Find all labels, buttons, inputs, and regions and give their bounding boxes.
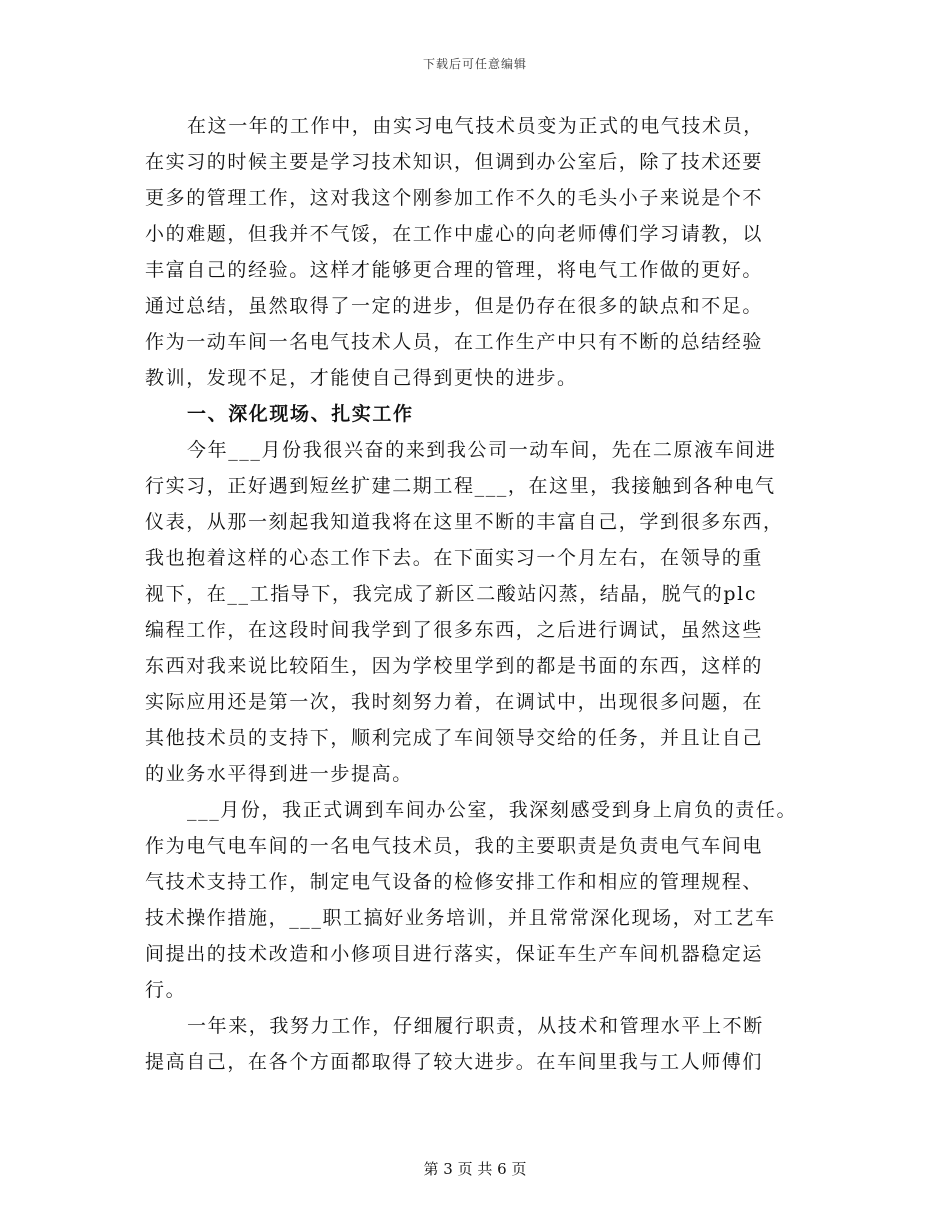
paragraph-line: 更多的管理工作，这对我这个刚参加工作不久的毛头小子来说是个不 [145,187,764,209]
paragraph-line: 气技术支持工作，制定电气设备的检修安排工作和相应的管理规程、 [145,871,764,893]
paragraph-line: 东西对我来说比较陌生，因为学校里学到的都是书面的东西，这样的 [145,655,764,677]
paragraph-line: 仪表，从那一刻起我知道我将在这里不断的丰富自己，学到很多东西， [145,511,784,533]
paragraph-line: 在实习的时候主要是学习技术知识，但调到办公室后，除了技术还要 [145,151,764,173]
paragraph-line: ___月份，我正式调到车间办公室，我深刻感受到身上肩负的责任。 [187,799,798,821]
paragraph-line: 一年来，我努力工作，仔细履行职责，从技术和管理水平上不断 [187,1015,764,1037]
paragraph-line: 教训，发现不足，才能使自己得到更快的进步。 [145,367,578,389]
paragraph-line: 作为一动车间一名电气技术人员，在工作生产中只有不断的总结经验 [145,331,764,353]
paragraph-line: 行实习，正好遇到短丝扩建二期工程___，在这里，我接触到各种电气 [145,475,776,497]
paragraph-line: 行。 [145,979,187,1001]
paragraph-line: 作为电气电车间的一名电气技术员，我的主要职责是负责电气车间电 [145,835,764,857]
paragraph-line: 编程工作，在这段时间我学到了很多东西，之后进行调试，虽然这些 [145,619,764,641]
paragraph-line: 间提出的技术改造和小修项目进行落实，保证车生产车间机器稳定运 [145,943,764,965]
document-body [145,108,815,1080]
page-number: 第 3 页 共 6 页 [423,1160,527,1178]
page-header: 下载后可任意编辑 [422,57,527,71]
section-heading: 一、深化现场、扎实工作 [187,403,414,425]
paragraph-line: 今年___月份我很兴奋的来到我公司一动车间，先在二原液车间进 [187,439,777,461]
paragraph-line: 技术操作措施，___职工搞好业务培训，并且常常深化现场，对工艺车 [145,907,776,929]
paragraph-line: 通过总结，虽然取得了一定的进步，但是仍存在很多的缺点和不足。 [145,295,764,317]
paragraph-line: 在这一年的工作中，由实习电气技术员变为正式的电气技术员， [187,115,764,137]
paragraph-line: 其他技术员的支持下，顺利完成了车间领导交给的任务，并且让自己 [145,727,764,749]
paragraph-line: 的业务水平得到进一步提高。 [145,763,413,785]
paragraph-line: 我也抱着这样的心态工作下去。在下面实习一个月左右，在领导的重 [145,547,764,569]
paragraph-line: 小的难题，但我并不气馁，在工作中虚心的向老师傅们学习请教，以 [145,223,764,245]
paragraph-line: 丰富自己的经验。这样才能够更合理的管理，将电气工作做的更好。 [145,259,764,281]
paragraph-line: 实际应用还是第一次，我时刻努力着，在调试中，出现很多问题，在 [145,691,764,713]
paragraph-line: 提高自己，在各个方面都取得了较大进步。在车间里我与工人师傅们 [145,1051,764,1073]
paragraph-line: 视下，在__工指导下，我完成了新区二酸站闪蒸，结晶，脱气的plc [145,583,758,605]
